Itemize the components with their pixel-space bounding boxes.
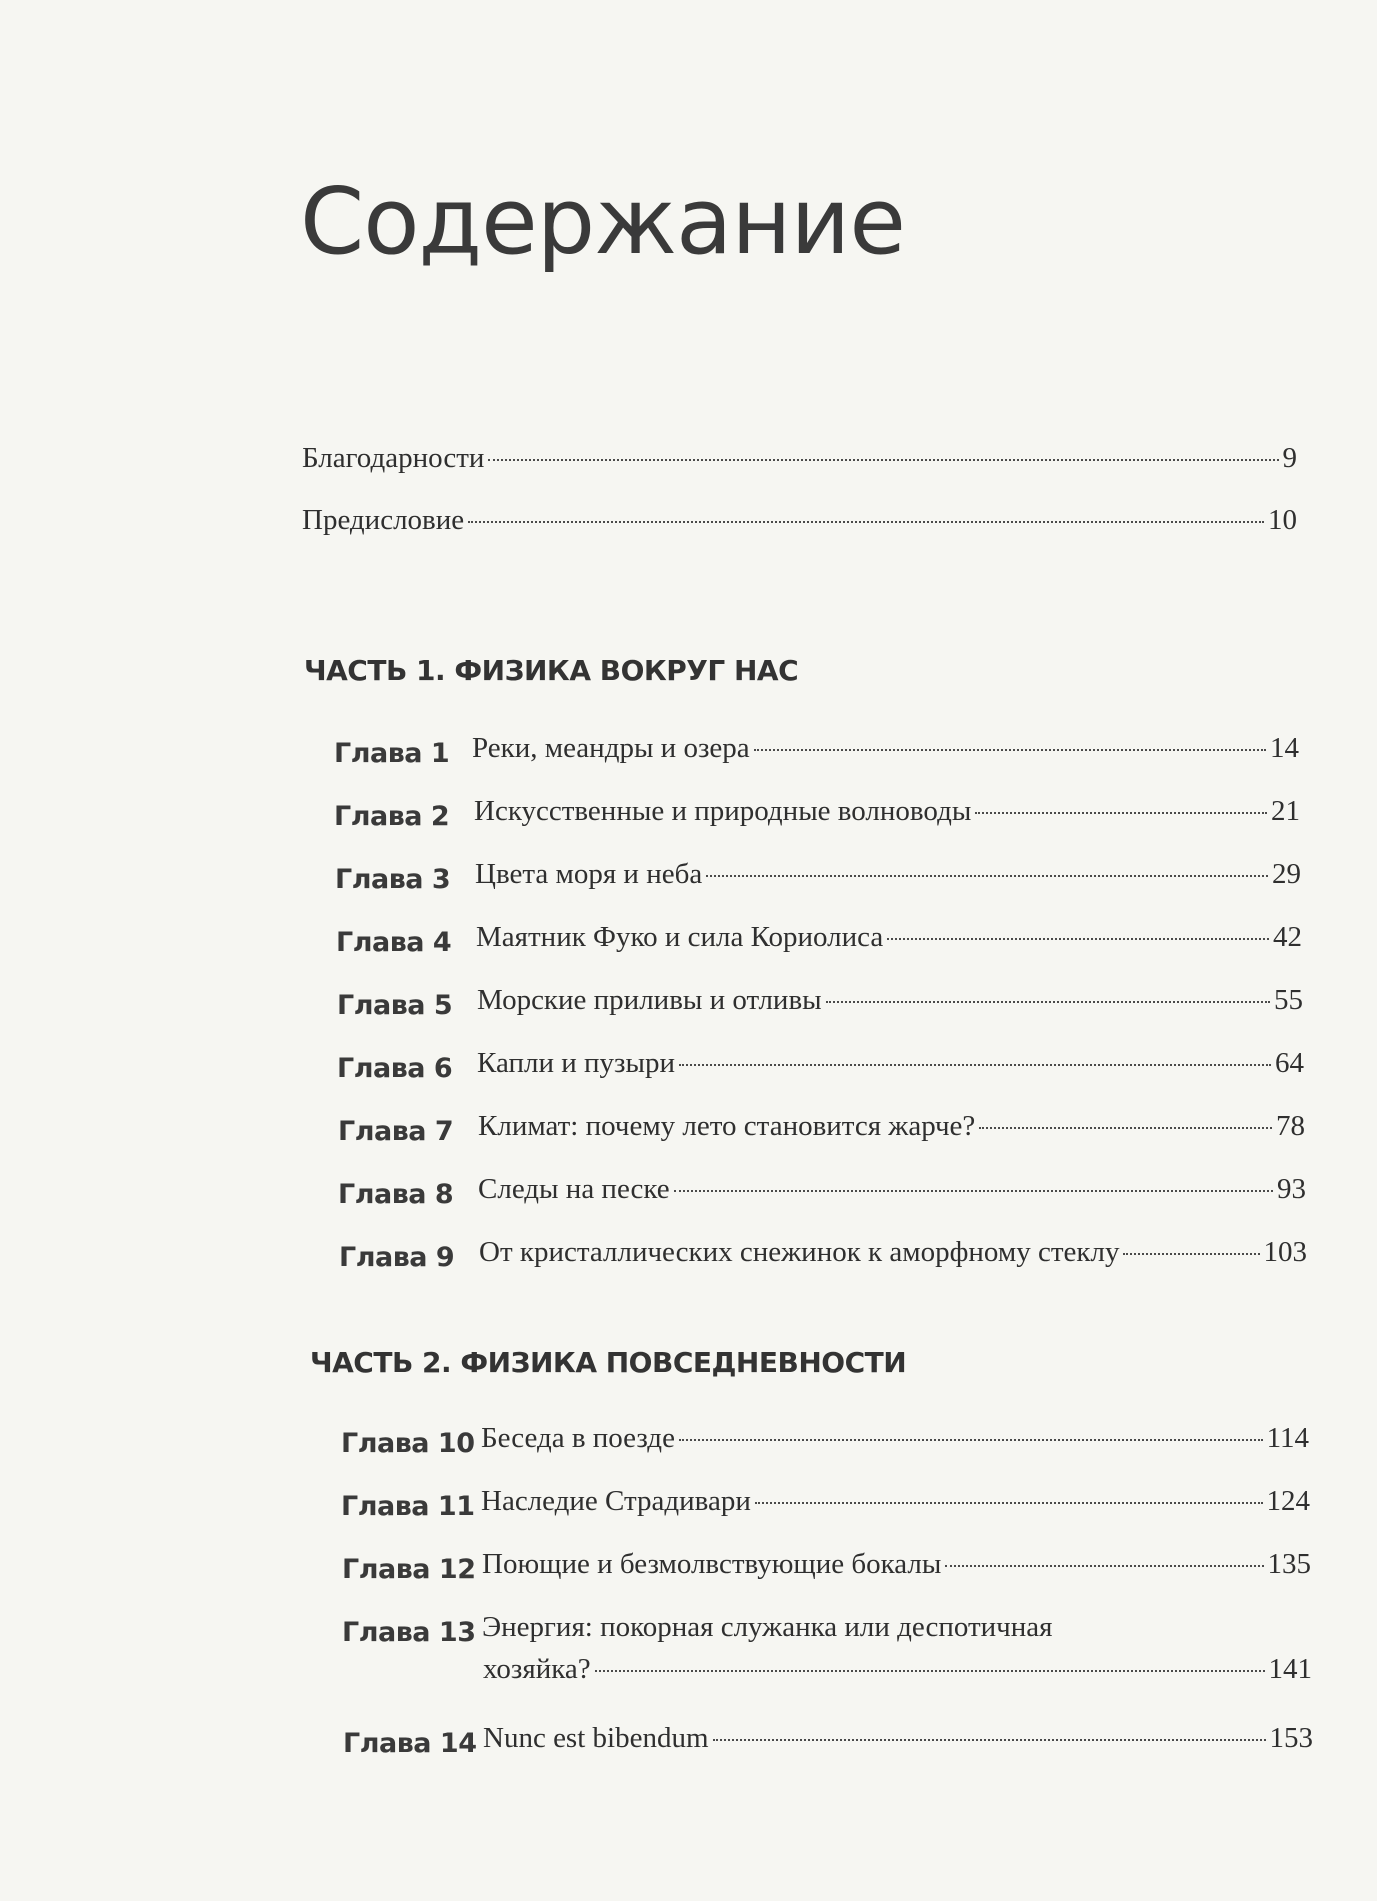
toc-entry-chapter-12[interactable] [482, 1548, 1311, 1581]
toc-entry-chapter-1[interactable] [472, 732, 1299, 765]
dot-leader [488, 459, 1278, 461]
toc-page-number: 135 [1267, 1548, 1311, 1580]
toc-page-number: 10 [1268, 504, 1297, 536]
toc-entry-title: Следы на песке [478, 1173, 670, 1205]
chapter-label: Глава 8 [338, 1179, 454, 1210]
toc-page-number: 14 [1270, 732, 1299, 764]
chapter-label: Глава 6 [337, 1053, 453, 1084]
toc-entry-chapter-4[interactable] [476, 921, 1302, 954]
toc-entry-title-line2: хозяйка? [483, 1653, 591, 1685]
part-heading-2: ЧАСТЬ 2. ФИЗИКА ПОВСЕДНЕВНОСТИ [310, 1346, 907, 1379]
chapter-label: Глава 9 [339, 1242, 455, 1273]
dot-leader [706, 875, 1268, 877]
toc-page-number: 124 [1266, 1485, 1310, 1517]
dot-leader [826, 1001, 1270, 1003]
chapter-label: Глава 3 [335, 864, 451, 895]
toc-entry-chapter-2[interactable] [474, 795, 1300, 828]
dot-leader [713, 1739, 1266, 1741]
toc-entry-chapter-9[interactable] [479, 1236, 1307, 1269]
toc-page-number: 42 [1273, 921, 1302, 953]
toc-page-number: 153 [1269, 1722, 1313, 1754]
dot-leader [754, 749, 1266, 751]
toc-entry-title: Капли и пузыри [477, 1047, 675, 1079]
toc-entry-title: Морские приливы и отливы [477, 984, 822, 1016]
toc-entry-chapter-10[interactable] [481, 1422, 1309, 1455]
dot-leader [595, 1670, 1265, 1672]
toc-page-number: 93 [1277, 1173, 1306, 1205]
toc-entry-acknowledgements[interactable] [302, 442, 1297, 475]
dot-leader [679, 1064, 1271, 1066]
toc-entry-chapter-14[interactable] [483, 1722, 1313, 1755]
page-title: Содержание [300, 168, 905, 275]
chapter-label: Глава 12 [342, 1554, 476, 1585]
chapter-label: Глава 2 [334, 801, 450, 832]
part-heading-1: ЧАСТЬ 1. ФИЗИКА ВОКРУГ НАС [304, 654, 799, 687]
toc-entry-title: Маятник Фуко и сила Кориолиса [476, 921, 884, 953]
toc-page-number: 21 [1271, 795, 1300, 827]
toc-entry-title: Наследие Страдивари [481, 1485, 751, 1517]
chapter-label: Глава 13 [342, 1617, 476, 1648]
chapter-label: Глава 10 [341, 1428, 475, 1459]
toc-entry-title: Nunc est bibendum [483, 1722, 709, 1754]
toc-entry-chapter-3[interactable] [475, 858, 1301, 891]
dot-leader [755, 1502, 1263, 1504]
toc-entry-chapter-11[interactable] [481, 1485, 1310, 1518]
toc-entry-title: Климат: почему лето становится жарче? [478, 1110, 976, 1142]
toc-page-number: 29 [1272, 858, 1301, 890]
dot-leader [1123, 1253, 1259, 1255]
chapter-label: Глава 7 [338, 1116, 454, 1147]
dot-leader [945, 1565, 1263, 1567]
dot-leader [468, 521, 1264, 523]
toc-entry-title: Беседа в поезде [481, 1422, 675, 1454]
toc-entry-chapter-6[interactable] [477, 1047, 1304, 1080]
chapter-label: Глава 1 [334, 738, 450, 769]
toc-entry-title: Цвета моря и неба [475, 858, 703, 890]
toc-page-number: 141 [1268, 1653, 1312, 1685]
toc-page-number: 55 [1274, 984, 1303, 1016]
toc-page-number: 103 [1263, 1236, 1307, 1268]
toc-entry-chapter-7[interactable] [478, 1110, 1305, 1143]
toc-entry-title: Искусственные и природные волноводы [474, 795, 972, 827]
toc-entry-title-line1: Энергия: покорная служанка или деспотичная [482, 1611, 1053, 1643]
chapter-label: Глава 5 [337, 990, 453, 1021]
dot-leader [679, 1439, 1263, 1441]
toc-entry-chapter-13[interactable] [483, 1653, 1312, 1686]
dot-leader [887, 938, 1269, 940]
chapter-label: Глава 11 [341, 1491, 475, 1522]
toc-page-number: 78 [1276, 1110, 1305, 1142]
toc-entry-preface[interactable] [302, 504, 1297, 537]
toc-page-number: 9 [1282, 442, 1297, 474]
toc-entry-chapter-8[interactable] [478, 1173, 1306, 1206]
toc-page-number: 64 [1275, 1047, 1304, 1079]
chapter-label: Глава 14 [343, 1728, 477, 1759]
toc-entry-title: От кристаллических снежинок к аморфному стеклу [479, 1236, 1120, 1268]
chapter-label: Глава 4 [336, 927, 452, 958]
dot-leader [975, 812, 1267, 814]
toc-entry-title: Поющие и безмолвствующие бокалы [482, 1548, 942, 1580]
dot-leader [979, 1127, 1272, 1129]
dot-leader [674, 1190, 1273, 1192]
toc-page-number: 114 [1266, 1422, 1309, 1454]
toc-entry-chapter-5[interactable] [477, 984, 1303, 1017]
toc-entry-title: Благодарности [302, 442, 485, 474]
toc-entry-title: Реки, меандры и озера [472, 732, 750, 764]
toc-entry-title: Предисловие [302, 504, 465, 536]
